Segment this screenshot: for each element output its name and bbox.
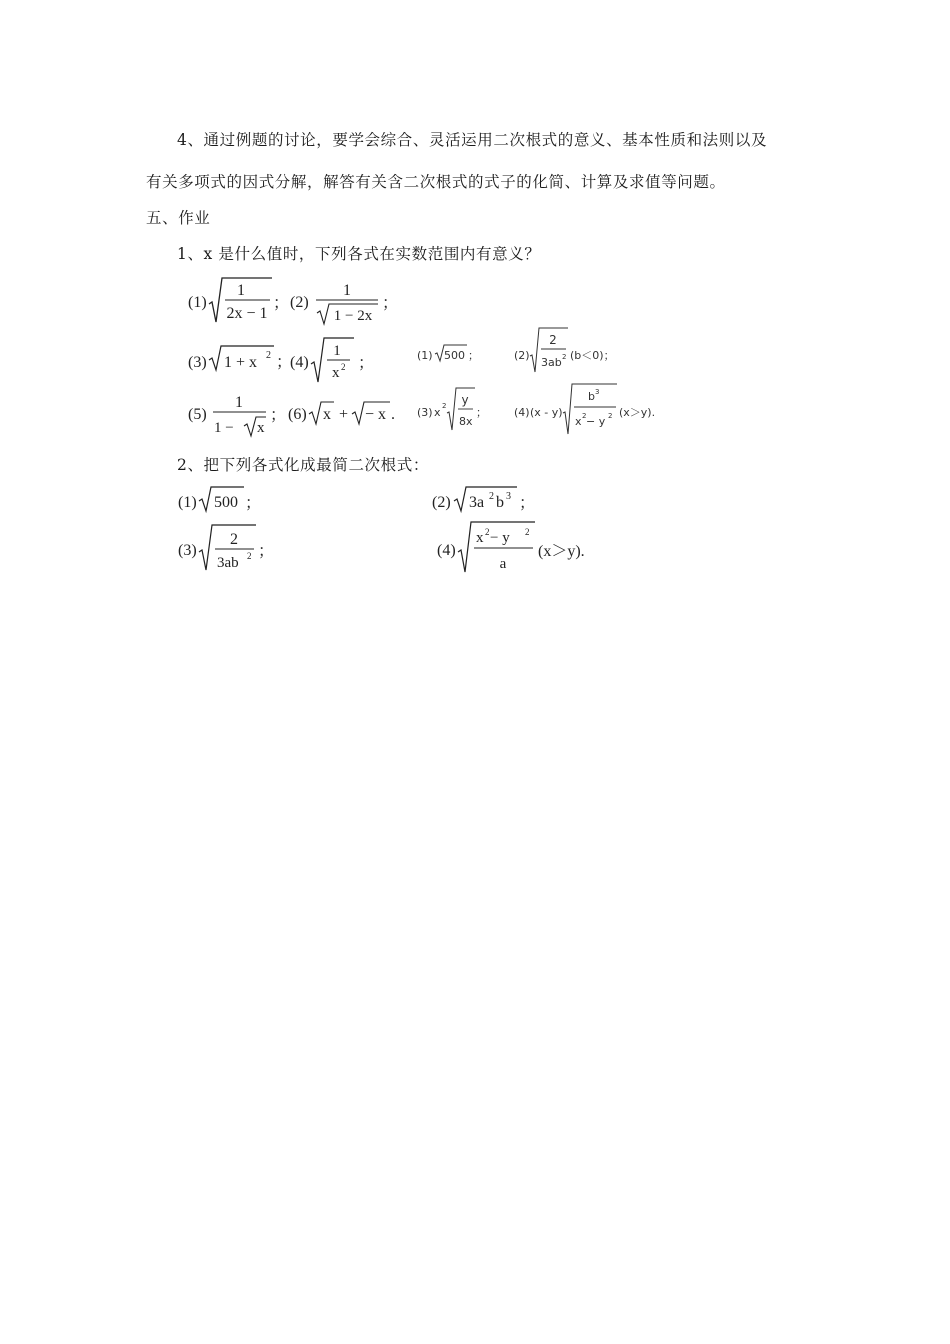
svg-text:− y: − y: [490, 530, 510, 546]
q1-extra-4: [514, 384, 655, 434]
q1-extra-3: [417, 388, 487, 430]
svg-text:(x＞y).: (x＞y).: [619, 406, 656, 419]
svg-text:(4): (4): [514, 406, 530, 419]
svg-text:(1): (1): [188, 294, 207, 311]
svg-text:(b＜0)；: (b＜0)；: [570, 349, 615, 362]
svg-text:；: ；: [270, 407, 287, 424]
svg-text:x: x: [332, 365, 340, 381]
svg-text:(4): (4): [290, 354, 309, 371]
svg-text:.: .: [391, 406, 395, 423]
q1-item-4: [290, 338, 374, 382]
svg-text:(2): (2): [432, 494, 451, 511]
svg-text:2: 2: [442, 402, 447, 410]
svg-text:2: 2: [230, 531, 238, 548]
svg-text:2: 2: [341, 362, 346, 372]
svg-text:2: 2: [489, 491, 494, 502]
svg-text:(5): (5): [188, 406, 207, 423]
svg-text:1 − 2x: 1 − 2x: [333, 308, 373, 324]
paragraph-4-line1: 4、通过例题的讨论，要学会综合、灵活运用二次根式的意义、基本性质和法则以及: [177, 131, 768, 149]
svg-text:x: x: [575, 415, 582, 428]
q2-item-2: [432, 487, 535, 512]
svg-text:；: ；: [519, 495, 536, 512]
svg-text:；: ；: [476, 406, 487, 419]
q2-item-1: [178, 487, 261, 512]
question-1-prompt: 1、x 是什么值时，下列各式在实数范围内有意义？: [177, 245, 541, 263]
svg-text:；: ；: [245, 495, 262, 512]
svg-text:(4): (4): [437, 542, 456, 559]
svg-text:x: x: [434, 406, 441, 419]
svg-text:；: ；: [382, 295, 399, 312]
svg-text:500: 500: [214, 494, 238, 511]
svg-text:；: ；: [276, 354, 293, 371]
svg-text:a: a: [499, 556, 507, 572]
svg-text:y: y: [461, 393, 469, 407]
q1-item-2: [290, 282, 398, 324]
q1-item-6: [288, 402, 395, 424]
q1-extra-1: [417, 345, 479, 362]
svg-text:(6): (6): [288, 406, 307, 423]
svg-text:− y: − y: [586, 415, 606, 428]
svg-text:；: ；: [273, 295, 290, 312]
svg-text:3: 3: [595, 388, 600, 396]
q2-item-4: [437, 522, 585, 572]
svg-text:2: 2: [247, 551, 252, 561]
svg-text:；: ；: [468, 349, 479, 362]
svg-text:2: 2: [485, 527, 490, 537]
svg-text:(3): (3): [188, 354, 207, 371]
svg-text:2x − 1: 2x − 1: [226, 305, 268, 322]
svg-text:x: x: [257, 420, 265, 436]
svg-text:500: 500: [444, 349, 465, 362]
q1-item-1: [188, 278, 289, 322]
svg-text:(3): (3): [417, 406, 433, 419]
svg-text:1: 1: [237, 282, 245, 299]
svg-text:(x - y): (x - y): [530, 406, 563, 419]
svg-text:+: +: [339, 406, 349, 423]
svg-text:2: 2: [582, 412, 587, 420]
svg-text:b: b: [588, 390, 595, 403]
svg-text:3a: 3a: [469, 494, 485, 511]
question-1-formulas: [180, 270, 680, 440]
svg-text:(1): (1): [178, 494, 197, 511]
question-2-prompt: 2、把下列各式化成最简二次根式：: [177, 456, 429, 474]
svg-text:x: x: [476, 530, 484, 546]
svg-text:；: ；: [358, 355, 375, 372]
svg-text:1: 1: [333, 343, 341, 359]
svg-text:；: ；: [258, 543, 275, 560]
svg-text:1 + x: 1 + x: [224, 354, 258, 371]
svg-text:(2): (2): [290, 294, 309, 311]
svg-text:x: x: [323, 406, 331, 423]
svg-text:2: 2: [562, 353, 567, 361]
svg-text:1: 1: [343, 282, 351, 299]
q1-item-3: [188, 346, 292, 371]
svg-text:2: 2: [549, 333, 557, 347]
svg-text:8x: 8x: [459, 415, 473, 428]
q1-item-5: [188, 394, 286, 436]
svg-text:2: 2: [525, 527, 530, 537]
svg-text:1 −: 1 −: [214, 420, 234, 436]
svg-text:1: 1: [235, 394, 243, 411]
q2-item-3: [178, 525, 274, 571]
question-2-formulas: [176, 482, 636, 582]
svg-text:− x: − x: [365, 406, 387, 423]
svg-text:3: 3: [506, 491, 511, 502]
svg-text:2: 2: [266, 350, 271, 361]
section-heading-homework: 五、作业: [146, 209, 211, 227]
svg-text:b: b: [496, 494, 504, 511]
svg-text:(2): (2): [514, 349, 530, 362]
paragraph-4-line2: 有关多项式的因式分解，解答有关含二次根式的式子的化简、计算及求值等问题。: [146, 173, 726, 191]
svg-text:2: 2: [608, 412, 613, 420]
svg-text:(3): (3): [178, 542, 197, 559]
svg-text:(1): (1): [417, 349, 433, 362]
svg-text:3ab: 3ab: [541, 356, 562, 369]
svg-text:3ab: 3ab: [217, 555, 239, 571]
q1-extra-2: [514, 328, 615, 372]
svg-text:(x＞y).: (x＞y).: [538, 543, 585, 560]
